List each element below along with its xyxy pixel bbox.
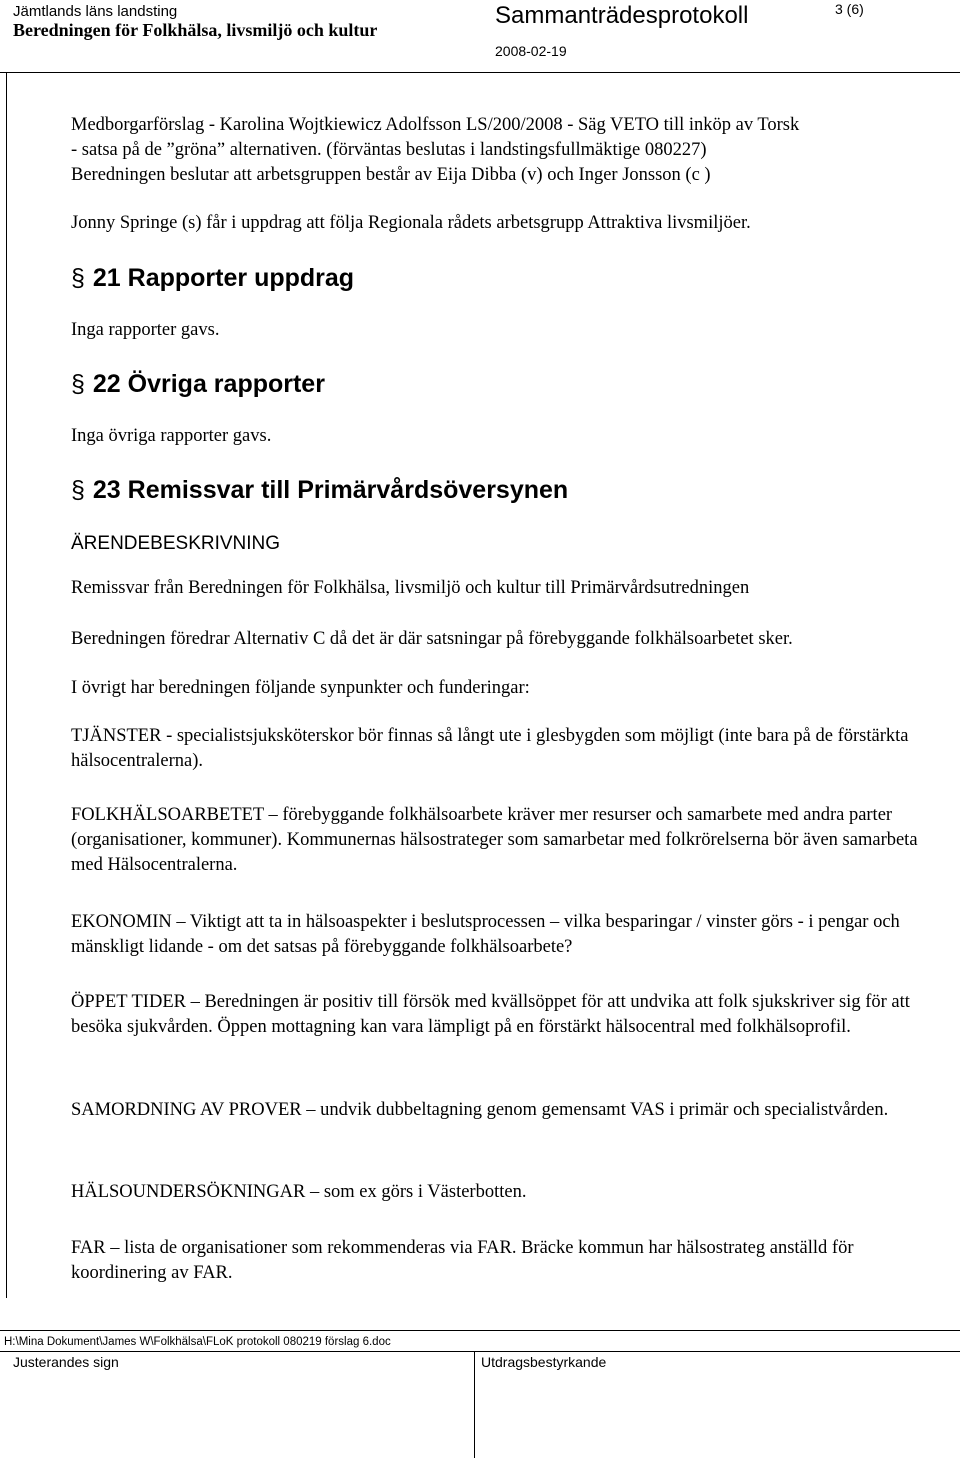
folkhalsoarbetet-paragraph: FOLKHÄLSOARBETET – förebyggande folkhälsoarbete kräver mer resurser och samarbete med andra parter (organisationer, kommuner). Kommunernas hälsostrateger som samarbetar med folkrörelserna bör även samarbeta med Hälsocentralerna. <box>71 805 918 875</box>
section-sign: § <box>71 264 85 292</box>
intro-line-2: - satsa på de ”gröna” alternativen. (förväntas beslutas i landstingsfullmäktige 080227) <box>71 140 707 160</box>
left-margin-line <box>6 73 7 1298</box>
section-21-title: 21 Rapporter uppdrag <box>92 264 355 292</box>
certification-label: Utdragsbestyrkande <box>481 1354 607 1370</box>
section-22-heading <box>71 370 325 399</box>
tjanster-paragraph: TJÄNSTER - specialistsjuksköterskor bör finnas så långt ute i glesbygden som möjligt (inte bara på de förstärkta hälsocentralerna). <box>71 726 909 771</box>
springe-paragraph: Jonny Springe (s) får i uppdrag att följa Regionala rådets arbetsgrupp Attraktiva livsmiljöer. <box>71 213 751 233</box>
committee-name: Beredningen för Folkhälsa, livsmiljö och kultur <box>13 20 378 40</box>
section-23-heading <box>71 476 568 505</box>
footer-column-divider <box>474 1351 475 1458</box>
section-22-title: 22 Övriga rapporter <box>92 370 325 398</box>
meeting-date: 2008-02-19 <box>495 43 567 59</box>
page-number: 3 (6) <box>835 1 864 17</box>
ekonomin-paragraph: EKONOMIN – Viktigt att ta in hälsoaspekter i beslutsprocessen – vilka besparingar / vinster görs - i pengar och mänskligt lidande - om det satsas på förebyggande folkhälsoarbete? <box>71 912 900 957</box>
arendebeskrivning-label: ÄRENDEBESKRIVNING <box>71 533 281 554</box>
signature-label: Justerandes sign <box>13 1354 119 1370</box>
section-21-heading <box>71 264 354 293</box>
intro-line-3: Beredningen beslutar att arbetsgruppen består av Eija Dibba (v) och Inger Jonsson (c ) <box>71 165 711 185</box>
section-22-text: Inga övriga rapporter gavs. <box>71 426 272 446</box>
section-sign: § <box>71 476 85 504</box>
intro-line-1: Medborgarförslag - Karolina Wojtkiewicz Adolfsson LS/200/2008 - Säg VETO till inköp av Torsk <box>71 115 800 135</box>
ovrigt-paragraph: I övrigt har beredningen följande synpunkter och funderingar: <box>71 678 530 698</box>
organization-name: Jämtlands läns landsting <box>13 3 178 20</box>
remissvar-paragraph: Remissvar från Beredningen för Folkhälsa, livsmiljö och kultur till Primärvårdsutredningen <box>71 578 750 598</box>
section-23-title: 23 Remissvar till Primärvårdsöversynen <box>92 476 569 504</box>
footer-divider-bottom <box>0 1351 960 1352</box>
samordning-paragraph: SAMORDNING AV PROVER – undvik dubbeltagning genom gemensamt VAS i primär och specialistvården. <box>71 1100 889 1120</box>
foredrar-paragraph: Beredningen föredrar Alternativ C då det är där satsningar på förebyggande folkhälsoarbetet sker. <box>71 629 793 649</box>
file-path: H:\Mina Dokument\James W\Folkhälsa\FLoK protokoll 080219 förslag 6.doc <box>4 1336 391 1348</box>
header-divider <box>0 72 960 73</box>
intro-paragraph <box>71 113 931 188</box>
footer-divider-top <box>0 1330 960 1331</box>
section-21-text: Inga rapporter gavs. <box>71 320 220 340</box>
document-title: Sammanträdesprotokoll <box>495 2 749 29</box>
oppet-tider-paragraph: ÖPPET TIDER – Beredningen är positiv till försök med kvällsöppet för att undvika att folk sjukskriver sig för att besöka sjukvården. Öppen mottagning kan vara lämpligt på en förstärkt hälsocentral med folkhälsoprofil. <box>71 992 910 1037</box>
halsoundersokningar-paragraph: HÄLSOUNDERSÖKNINGAR – som ex görs i Västerbotten. <box>71 1182 527 1202</box>
section-sign: § <box>71 370 85 398</box>
far-paragraph: FAR – lista de organisationer som rekommenderas via FAR. Bräcke kommun har hälsostrateg anställd för koordinering av FAR. <box>71 1238 854 1283</box>
